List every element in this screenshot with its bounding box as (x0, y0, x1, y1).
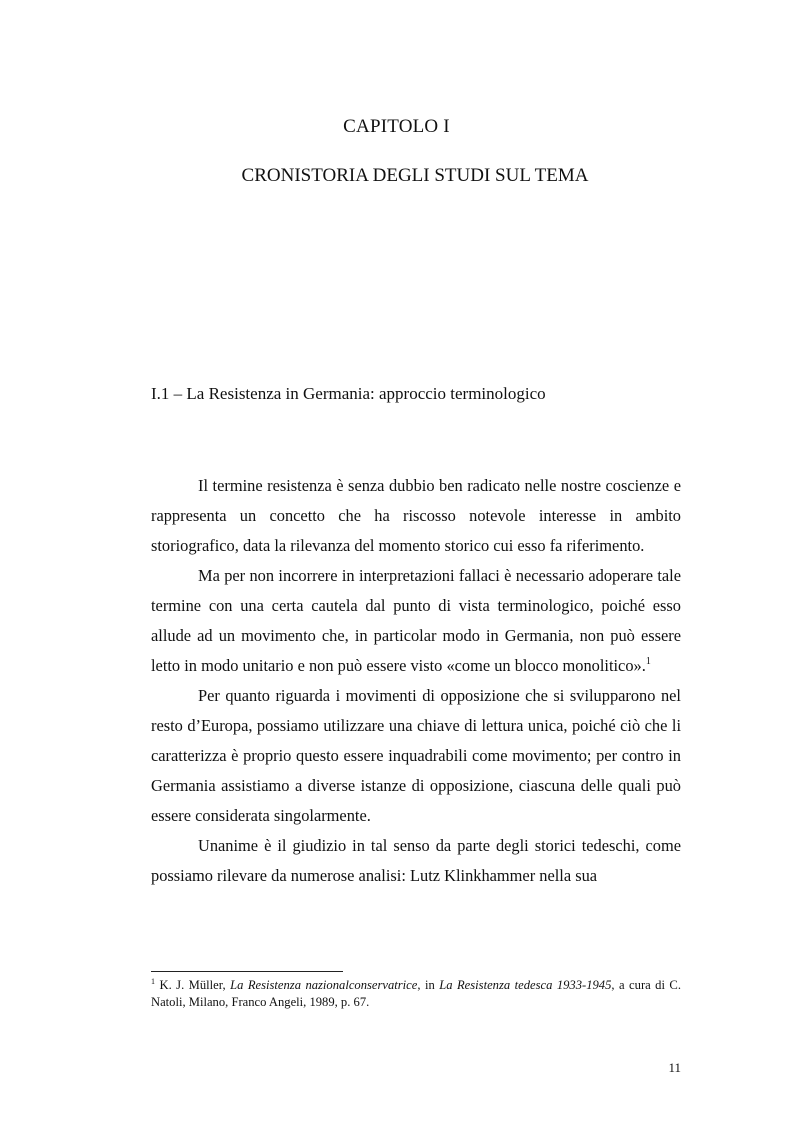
paragraph: Unanime è il giudizio in tal senso da parte degli storici tedeschi, come possiamo rilevare da numerose analisi: Lutz Klinkhammer nella sua (151, 836, 681, 885)
footnote-title-1: La Resistenza nazionalconservatrice (230, 978, 418, 992)
paragraph: Il termine resistenza è senza dubbio ben radicato nelle nostre coscienze e rappresenta un concetto che ha riscosso notevole interesse in ambito storiografico, data la rilevanza del momento storico cui esso fa riferimento. (151, 476, 681, 555)
body-text (151, 471, 681, 891)
section-heading: I.1 – La Resistenza in Germania: approccio terminologico (151, 384, 546, 403)
chapter-title: CRONISTORIA DEGLI STUDI SUL TEMA (241, 165, 589, 186)
paragraph: Per quanto riguarda i movimenti di opposizione che si svilupparono nel resto d’Europa, possiamo utilizzare una chiave di lettura unica, poiché ciò che li caratterizza è proprio questo essere inquadrabili come movimento; per contro in Germania assistiamo a diverse istanze di opposizione, ciascuna delle quali può essere considerata singolarmente. (151, 686, 681, 825)
footnote-reference[interactable]: 1 (645, 656, 651, 667)
paragraph (151, 561, 681, 681)
page-number: 11 (668, 1060, 681, 1075)
footnote (151, 977, 681, 1011)
paragraph-text: Ma per non incorrere in interpretazioni fallaci è necessario adoperare tale termine con una certa cautela dal punto di vista terminologico, poiché esso allude ad un movimento che, in particolar modo in Germania, non può essere letto in modo unitario e non può essere visto «come un blocco monolitico». (151, 566, 681, 675)
footnote-author: K. J. Müller, (159, 978, 231, 992)
footnote-title-2: La Resistenza tedesca 1933-1945 (439, 978, 612, 992)
footnote-connector: , in (417, 978, 440, 992)
chapter-number: CAPITOLO I (343, 116, 450, 137)
footnote-marker: 1 (151, 977, 155, 986)
footnote-divider (151, 971, 343, 972)
footnote-details: , a cura di C. Natoli, Milano, Franco Angeli, 1989, p. 67. (151, 978, 681, 1009)
